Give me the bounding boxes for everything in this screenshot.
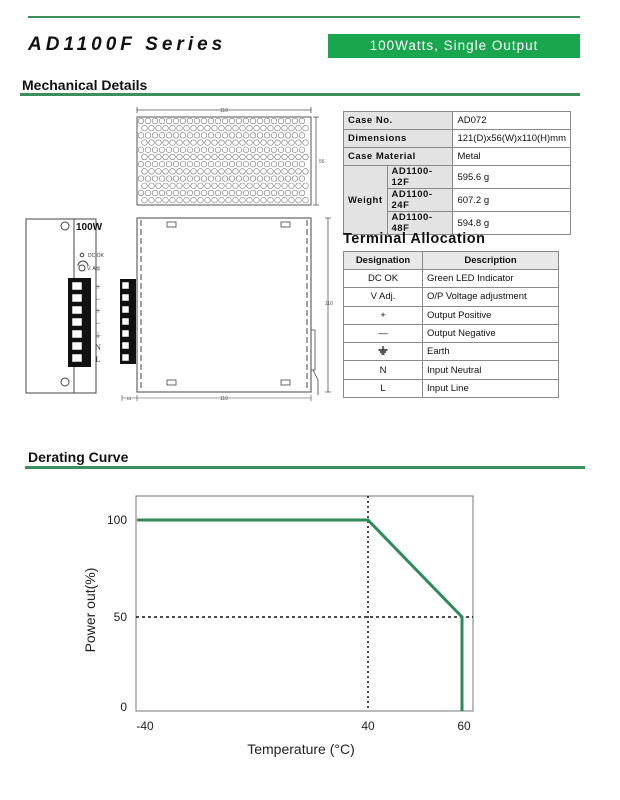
table-row <box>344 148 571 166</box>
y-tick-50: 50 <box>113 610 127 624</box>
designation-cell: N <box>344 361 423 379</box>
weight-label: Weight <box>344 166 388 235</box>
top-height-dim: 56 <box>319 159 325 165</box>
svg-text:+: + <box>95 306 101 316</box>
y-tick-100: 100 <box>106 513 127 527</box>
svg-text:−: − <box>95 294 101 304</box>
side-height-dim: 110 <box>325 301 333 307</box>
description-cell: Output Positive <box>423 306 559 324</box>
led-label: DC OK <box>88 253 104 259</box>
dimensions-label: Dimensions <box>344 130 453 148</box>
weight-value: 595.6 g <box>453 166 571 189</box>
y-tick-0: 0 <box>120 700 127 714</box>
table-row <box>344 166 571 189</box>
designation-cell: — <box>344 324 423 342</box>
earth-icon <box>378 346 388 355</box>
table-row <box>344 270 559 288</box>
case-no-value: AD072 <box>453 112 571 130</box>
front-terminal-block <box>68 278 102 367</box>
description-cell: Green LED Indicator <box>423 270 559 288</box>
svg-text:+: + <box>95 282 101 292</box>
svg-text:−: − <box>95 318 101 328</box>
weight-model: AD1100-48F <box>387 212 453 235</box>
derating-rule <box>25 466 585 469</box>
table-row <box>344 361 559 379</box>
description-header: Description <box>423 252 559 270</box>
svg-text:⏚: ⏚ <box>94 331 102 340</box>
x-tick-neg40: -40 <box>136 719 154 733</box>
weight-value: 607.2 g <box>453 189 571 212</box>
table-row <box>344 379 559 397</box>
description-cell: Input Line <box>423 379 559 397</box>
mechanical-rule <box>20 93 580 96</box>
side-view <box>122 218 331 401</box>
svg-text:L: L <box>95 355 101 364</box>
description-cell: Output Negative <box>423 324 559 342</box>
weight-model: AD1100-24F <box>387 189 453 212</box>
front-label: 100W <box>76 222 103 233</box>
x-axis-label: Temperature (°C) <box>247 741 355 757</box>
derating-chart <box>0 480 620 780</box>
side-terminal-block <box>120 279 136 364</box>
description-cell: O/P Voltage adjustment <box>423 288 559 306</box>
top-rule <box>28 16 580 18</box>
table-row <box>344 112 571 130</box>
output-banner: 100Watts, Single Output <box>328 34 580 58</box>
top-width-dim: 110 <box>220 108 228 114</box>
designation-cell: L <box>344 379 423 397</box>
case-no-label: Case No. <box>344 112 453 130</box>
plot-frame <box>136 496 473 711</box>
top-view <box>137 107 319 205</box>
mechanical-drawing <box>0 100 340 410</box>
mechanical-details-heading: Mechanical Details <box>22 77 148 93</box>
designation-cell: + <box>344 306 423 324</box>
weight-model: AD1100-12F <box>387 166 453 189</box>
table-row <box>344 306 559 324</box>
table-row <box>344 343 559 361</box>
designation-cell: V Adj. <box>344 288 423 306</box>
series-title: AD1100F Series <box>28 34 227 55</box>
case-material-label: Case Material <box>344 148 453 166</box>
terminal-table <box>343 251 559 398</box>
description-cell: Input Neutral <box>423 361 559 379</box>
terminal-allocation-heading: Terminal Allocation <box>343 231 486 247</box>
weight-value: 594.8 g <box>453 212 571 235</box>
y-axis-label: Power out(%) <box>82 567 98 653</box>
table-header-row <box>344 252 559 270</box>
dimensions-value: 121(D)x56(W)x110(H)mm <box>453 130 571 148</box>
svg-text:N: N <box>95 343 101 352</box>
vadj-label: V. Adj <box>87 266 100 272</box>
table-row <box>344 288 559 306</box>
table-row <box>344 324 559 342</box>
x-tick-40: 40 <box>361 719 375 733</box>
case-material-value: Metal <box>453 148 571 166</box>
table-row <box>344 130 571 148</box>
side-offset-dim: 11 <box>126 396 132 401</box>
side-width-dim: 110 <box>220 396 228 402</box>
x-tick-60: 60 <box>457 719 471 733</box>
derating-line <box>137 520 462 711</box>
designation-header: Designation <box>344 252 423 270</box>
description-cell: Earth <box>423 343 559 361</box>
derating-curve-heading: Derating Curve <box>28 449 129 465</box>
spec-table <box>343 111 571 235</box>
designation-cell: DC OK <box>344 270 423 288</box>
